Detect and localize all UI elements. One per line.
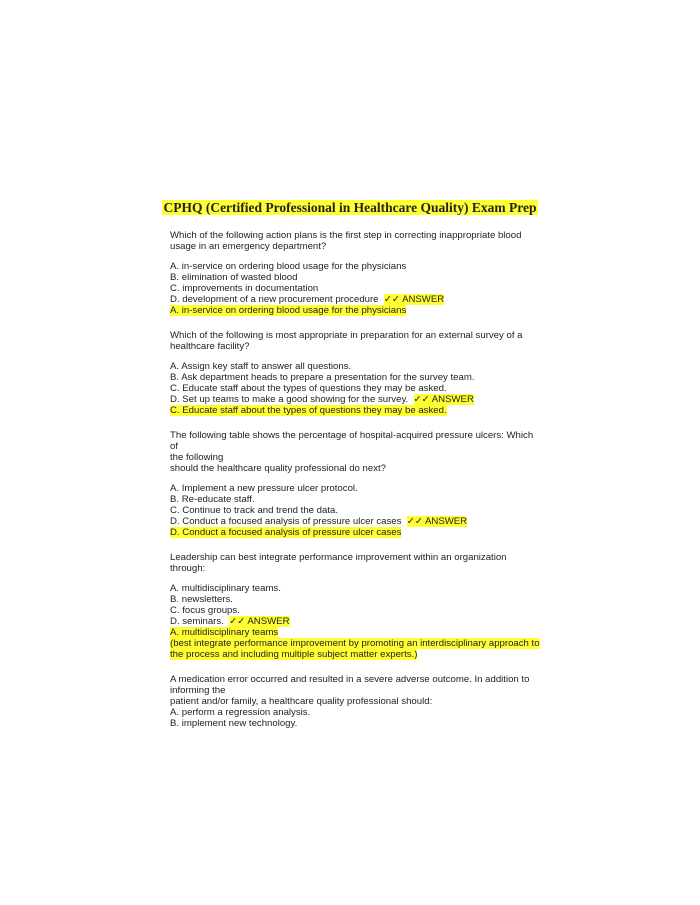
- answer-line: [170, 527, 540, 538]
- question-text-line: A medication error occurred and resulted in a severe adverse outcome. In addition to: [170, 674, 530, 685]
- question-text-line: the following: [170, 452, 224, 463]
- answer-marker: ✓✓ ANSWER: [229, 616, 290, 627]
- option-d: [170, 394, 540, 405]
- answer-text: C. Educate staff about the types of questions they may be asked.: [170, 405, 447, 416]
- option-d: [170, 294, 540, 305]
- question-text-line: patient and/or family, a healthcare quality professional should:: [170, 696, 433, 707]
- question-5: [170, 674, 540, 729]
- answer-line: [170, 638, 540, 649]
- option-b: B. Re-educate staff.: [170, 494, 255, 505]
- answer-line: [170, 627, 540, 638]
- option-d: [170, 616, 540, 627]
- option-b: B. Ask department heads to prepare a presentation for the survey team.: [170, 372, 475, 383]
- options-1: [170, 261, 540, 316]
- option-b: B. elimination of wasted blood: [170, 272, 298, 283]
- question-text-line: Which of the following is most appropriate in preparation for an external survey of a: [170, 330, 523, 341]
- answer-text: A. multidisciplinary teams: [170, 627, 279, 638]
- document-body: [170, 230, 540, 729]
- option-a: A. Assign key staff to answer all questions.: [170, 361, 352, 372]
- option-a: A. multidisciplinary teams.: [170, 583, 281, 594]
- question-2: [170, 330, 540, 352]
- question-text-line: usage in an emergency department?: [170, 241, 327, 252]
- option-a: A. Implement a new pressure ulcer protocol.: [170, 483, 358, 494]
- answer-marker: ✓✓ ANSWER: [413, 394, 474, 405]
- options-4: [170, 583, 540, 660]
- option-d: [170, 516, 540, 527]
- answer-line: [170, 649, 540, 660]
- question-text-line: healthcare facility?: [170, 341, 250, 352]
- answer-line: [170, 405, 540, 416]
- answer-marker: ✓✓ ANSWER: [406, 516, 468, 527]
- option-c: C. improvements in documentation: [170, 283, 319, 294]
- answer-explanation: (best integrate performance improvement by promoting an interdisciplinary approach to: [170, 638, 540, 649]
- option-d-text: D. Set up teams to make a good showing for the survey.: [170, 394, 409, 405]
- question-1: [170, 230, 540, 252]
- option-c: C. Educate staff about the types of questions they may be asked.: [170, 383, 447, 394]
- answer-text: D. Conduct a focused analysis of pressure ulcer cases: [170, 527, 402, 538]
- question-text-line: Which of the following action plans is the first step in correcting inappropriate blood: [170, 230, 522, 241]
- answer-explanation: the process and including multiple subject matter experts.): [170, 649, 418, 660]
- question-text-line: should the healthcare quality professional do next?: [170, 463, 387, 474]
- question-4: [170, 552, 540, 574]
- option-a: A. perform a regression analysis.: [170, 707, 311, 718]
- option-b: B. newsletters.: [170, 594, 233, 605]
- document-title: [0, 200, 700, 216]
- answer-text: A. in-service on ordering blood usage for the physicians: [170, 305, 407, 316]
- answer-line: [170, 305, 540, 316]
- option-a: A. in-service on ordering blood usage for the physicians: [170, 261, 407, 272]
- option-c: C. Continue to track and trend the data.: [170, 505, 338, 516]
- answer-marker: ✓✓ ANSWER: [383, 294, 445, 305]
- document-title-text: CPHQ (Certified Professional in Healthcare Quality) Exam Prep: [163, 200, 537, 215]
- question-text-line: through:: [170, 563, 206, 574]
- option-d-text: D. development of a new procurement procedure: [170, 294, 379, 305]
- options-3: [170, 483, 540, 538]
- question-3: [170, 430, 540, 474]
- option-c: C. focus groups.: [170, 605, 240, 616]
- option-b: B. implement new technology.: [170, 718, 298, 729]
- option-d-text: D. Conduct a focused analysis of pressure ulcer cases: [170, 516, 402, 527]
- options-2: [170, 361, 540, 416]
- question-text-line: The following table shows the percentage of hospital-acquired pressure ulcers: Which of: [170, 430, 534, 452]
- option-d-text: D. seminars.: [170, 616, 224, 627]
- question-text-line: informing the: [170, 685, 226, 696]
- question-text-line: Leadership can best integrate performance improvement within an organization: [170, 552, 507, 563]
